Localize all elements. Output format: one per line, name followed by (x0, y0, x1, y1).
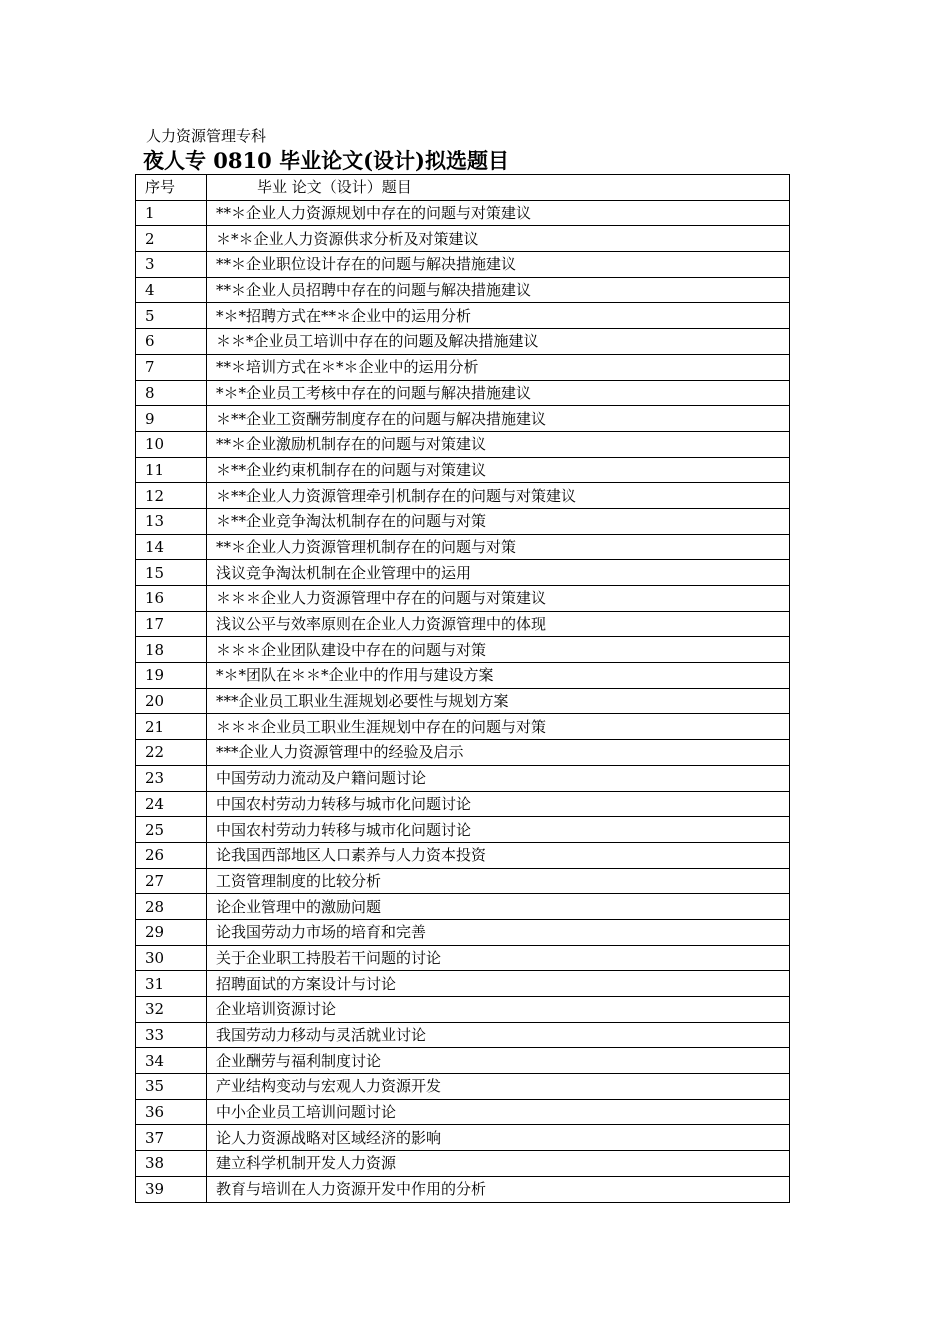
row-number: 22 (136, 740, 207, 766)
row-topic: ＊**企业工资酬劳制度存在的问题与解决措施建议 (207, 406, 790, 432)
row-topic: **＊企业激励机制存在的问题与对策建议 (207, 431, 790, 457)
row-topic: *＊*企业员工考核中存在的问题与解决措施建议 (207, 380, 790, 406)
row-number: 20 (136, 688, 207, 714)
table-row (136, 329, 790, 355)
row-number: 27 (136, 868, 207, 894)
row-topic: ＊＊*企业员工培训中存在的问题及解决措施建议 (207, 329, 790, 355)
row-number: 6 (136, 329, 207, 355)
row-number: 26 (136, 842, 207, 868)
row-number: 14 (136, 534, 207, 560)
row-number: 12 (136, 483, 207, 509)
row-topic: 浅议公平与效率原则在企业人力资源管理中的体现 (207, 611, 790, 637)
row-number: 8 (136, 380, 207, 406)
row-topic: **＊企业职位设计存在的问题与解决措施建议 (207, 252, 790, 278)
row-topic: 中国农村劳动力转移与城市化问题讨论 (207, 817, 790, 843)
row-number: 28 (136, 894, 207, 920)
table-row (136, 765, 790, 791)
row-topic: ＊＊＊企业员工职业生涯规划中存在的问题与对策 (207, 714, 790, 740)
row-number: 29 (136, 919, 207, 945)
document-subtitle: 人力资源管理专科 (146, 127, 267, 145)
table-row (136, 945, 790, 971)
row-topic: ＊**企业人力资源管理牵引机制存在的问题与对策建议 (207, 483, 790, 509)
header-number: 序号 (136, 175, 207, 201)
row-number: 25 (136, 817, 207, 843)
row-topic: 招聘面试的方案设计与讨论 (207, 971, 790, 997)
table-header-row (136, 175, 790, 201)
row-topic: 工资管理制度的比较分析 (207, 868, 790, 894)
row-number: 9 (136, 406, 207, 432)
table-row (136, 740, 790, 766)
table-row (136, 1074, 790, 1100)
row-topic: *＊*招聘方式在**＊企业中的运用分析 (207, 303, 790, 329)
table-row (136, 303, 790, 329)
row-topic: **＊企业人员招聘中存在的问题与解决措施建议 (207, 277, 790, 303)
row-topic: ＊＊＊企业人力资源管理中存在的问题与对策建议 (207, 586, 790, 612)
row-number: 1 (136, 200, 207, 226)
row-number: 13 (136, 508, 207, 534)
row-topic: 教育与培训在人力资源开发中作用的分析 (207, 1176, 790, 1202)
table-row (136, 663, 790, 689)
table-row (136, 380, 790, 406)
table-row (136, 637, 790, 663)
row-number: 30 (136, 945, 207, 971)
row-topic: 中小企业员工培训问题讨论 (207, 1099, 790, 1125)
table-row (136, 868, 790, 894)
table-row (136, 457, 790, 483)
table-row (136, 997, 790, 1023)
row-number: 11 (136, 457, 207, 483)
topics-table (135, 174, 790, 1203)
row-number: 17 (136, 611, 207, 637)
row-number: 7 (136, 354, 207, 380)
table-row (136, 1048, 790, 1074)
table-row (136, 688, 790, 714)
row-topic: 中国农村劳动力转移与城市化问题讨论 (207, 791, 790, 817)
row-topic: 企业培训资源讨论 (207, 997, 790, 1023)
row-topic: 论我国西部地区人口素养与人力资本投资 (207, 842, 790, 868)
table-row (136, 431, 790, 457)
table-row (136, 200, 790, 226)
table-row (136, 714, 790, 740)
row-topic: 论我国劳动力市场的培育和完善 (207, 919, 790, 945)
table-row (136, 534, 790, 560)
row-number: 18 (136, 637, 207, 663)
row-topic: 建立科学机制开发人力资源 (207, 1151, 790, 1177)
row-topic: **＊企业人力资源管理机制存在的问题与对策 (207, 534, 790, 560)
row-topic: **＊企业人力资源规划中存在的问题与对策建议 (207, 200, 790, 226)
table-row (136, 508, 790, 534)
row-topic: 论企业管理中的激励问题 (207, 894, 790, 920)
row-topic: ***企业员工职业生涯规划必要性与规划方案 (207, 688, 790, 714)
row-number: 4 (136, 277, 207, 303)
row-number: 5 (136, 303, 207, 329)
table-row (136, 277, 790, 303)
table-row (136, 586, 790, 612)
table-row (136, 971, 790, 997)
row-topic: 产业结构变动与宏观人力资源开发 (207, 1074, 790, 1100)
row-topic: **＊培训方式在＊*＊企业中的运用分析 (207, 354, 790, 380)
table-row (136, 919, 790, 945)
row-topic: ＊＊＊企业团队建设中存在的问题与对策 (207, 637, 790, 663)
row-number: 37 (136, 1125, 207, 1151)
document-title: 夜人专 0810 毕业论文(设计)拟选题目 (143, 148, 509, 173)
row-topic: 中国劳动力流动及户籍问题讨论 (207, 765, 790, 791)
table-row (136, 817, 790, 843)
row-number: 38 (136, 1151, 207, 1177)
row-number: 19 (136, 663, 207, 689)
row-topic: ＊**企业约束机制存在的问题与对策建议 (207, 457, 790, 483)
table-row (136, 354, 790, 380)
row-topic: 我国劳动力移动与灵活就业讨论 (207, 1022, 790, 1048)
row-number: 34 (136, 1048, 207, 1074)
row-topic: 论人力资源战略对区域经济的影响 (207, 1125, 790, 1151)
row-number: 36 (136, 1099, 207, 1125)
row-number: 33 (136, 1022, 207, 1048)
row-number: 35 (136, 1074, 207, 1100)
row-topic: 浅议竞争淘汰机制在企业管理中的运用 (207, 560, 790, 586)
table-row (136, 1176, 790, 1202)
table-row (136, 842, 790, 868)
row-topic: 关于企业职工持股若干问题的讨论 (207, 945, 790, 971)
row-number: 16 (136, 586, 207, 612)
row-number: 39 (136, 1176, 207, 1202)
table-row (136, 1151, 790, 1177)
table-row (136, 1022, 790, 1048)
table-row (136, 611, 790, 637)
table-row (136, 894, 790, 920)
table-row (136, 560, 790, 586)
row-topic: ***企业人力资源管理中的经验及启示 (207, 740, 790, 766)
header-topic: 毕业 论文（设计）题目 (207, 175, 790, 201)
row-number: 24 (136, 791, 207, 817)
table-row (136, 1125, 790, 1151)
table-row (136, 791, 790, 817)
row-topic: ＊*＊企业人力资源供求分析及对策建议 (207, 226, 790, 252)
table-row (136, 483, 790, 509)
row-topic: *＊*团队在＊＊*企业中的作用与建设方案 (207, 663, 790, 689)
table-row (136, 226, 790, 252)
table-row (136, 1099, 790, 1125)
row-number: 2 (136, 226, 207, 252)
table-body (136, 200, 790, 1202)
row-number: 21 (136, 714, 207, 740)
row-number: 32 (136, 997, 207, 1023)
row-number: 23 (136, 765, 207, 791)
row-number: 31 (136, 971, 207, 997)
table-row (136, 252, 790, 278)
row-number: 3 (136, 252, 207, 278)
row-number: 10 (136, 431, 207, 457)
row-topic: ＊**企业竞争淘汰机制存在的问题与对策 (207, 508, 790, 534)
table-row (136, 406, 790, 432)
row-number: 15 (136, 560, 207, 586)
row-topic: 企业酬劳与福利制度讨论 (207, 1048, 790, 1074)
